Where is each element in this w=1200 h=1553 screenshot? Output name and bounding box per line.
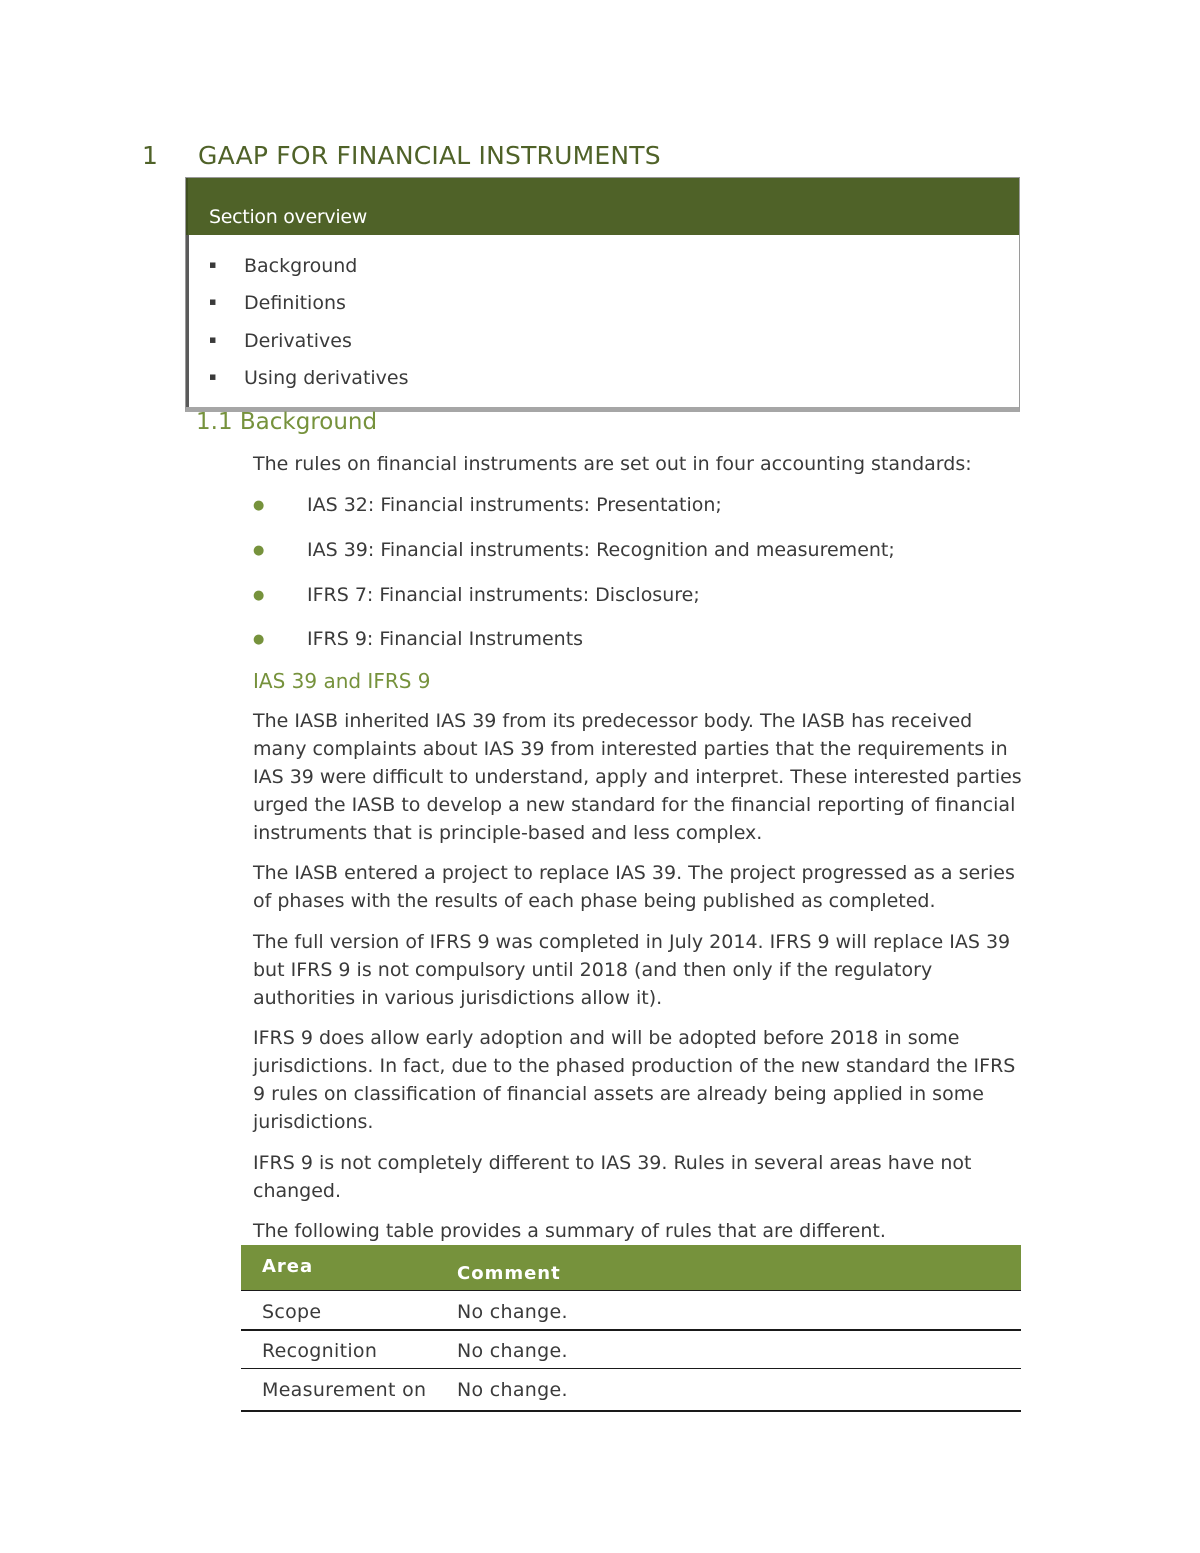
table-header xyxy=(241,1245,1021,1290)
standard-list-item: ● IAS 32: Financial instruments: Presentation; xyxy=(253,494,722,516)
standard-list-item: ● IAS 39: Financial instruments: Recognition and measurement; xyxy=(253,539,895,561)
square-bullet-icon: ▪ xyxy=(209,295,217,308)
table-cell-comment: No change. xyxy=(457,1301,568,1323)
standard-list-item: ● IFRS 9: Financial Instruments xyxy=(253,628,584,650)
overview-item: ▪ Using derivatives xyxy=(209,367,409,389)
bullet-icon: ● xyxy=(253,588,265,603)
body-paragraph: IFRS 9 does allow early adoption and will be adopted before 2018 in some jurisdictions. In fact, due to the phased production of the new standard the IFRS 9 rules on classification of financial assets are already being applied in some jurisdictions. xyxy=(253,1027,1016,1133)
subheading: IAS 39 and IFRS 9 xyxy=(253,669,431,693)
section-heading: 1.1 Background xyxy=(196,409,378,435)
section-overview-box xyxy=(185,177,1020,412)
table-divider xyxy=(241,1290,1021,1291)
overview-item: ▪ Background xyxy=(209,255,358,277)
body-paragraph: The following table provides a summary of rules that are different. xyxy=(253,1220,886,1242)
section-overview-header xyxy=(186,178,1019,235)
overview-item: ▪ Derivatives xyxy=(209,330,352,352)
intro-paragraph: The rules on financial instruments are set out in four accounting standards: xyxy=(253,453,972,475)
section-overview-list xyxy=(186,235,1019,407)
table-cell-area: Recognition xyxy=(262,1340,378,1362)
table-cell-area: Measurement on xyxy=(262,1379,427,1401)
body-paragraph: The IASB entered a project to replace IAS 39. The project progressed as a series of phases with the results of each phase being published as completed. xyxy=(253,862,1015,912)
table-cell-area: Scope xyxy=(262,1301,322,1323)
body-paragraph: IFRS 9 is not completely different to IAS 39. Rules in several areas have not changed. xyxy=(253,1152,972,1202)
chapter-heading xyxy=(142,141,661,170)
overview-item: ▪ Definitions xyxy=(209,292,346,314)
chapter-title: GAAP FOR FINANCIAL INSTRUMENTS xyxy=(198,141,661,170)
table-cell-comment: No change. xyxy=(457,1379,568,1401)
square-bullet-icon: ▪ xyxy=(209,370,217,383)
standard-list-item: ● IFRS 7: Financial instruments: Disclosure; xyxy=(253,584,700,606)
chapter-number: 1 xyxy=(142,141,159,170)
section-overview-title: Section overview xyxy=(209,206,367,228)
bullet-icon: ● xyxy=(253,632,265,647)
table-divider xyxy=(241,1368,1021,1369)
body-paragraph: The IASB inherited IAS 39 from its predecessor body. The IASB has received many complaints about IAS 39 from interested parties that the requirements in IAS 39 were difficult to understand, apply and interpret. These interested parties urged the IASB to develop a new standard for the financial reporting of financial instruments that is principle-based and less complex. xyxy=(253,710,1022,844)
table-divider xyxy=(241,1410,1021,1412)
table-cell-comment: No change. xyxy=(457,1340,568,1362)
table-header-area: Area xyxy=(262,1256,314,1277)
table-divider xyxy=(241,1329,1021,1331)
bullet-icon: ● xyxy=(253,498,265,513)
square-bullet-icon: ▪ xyxy=(209,333,217,346)
square-bullet-icon: ▪ xyxy=(209,258,217,271)
body-paragraph: The full version of IFRS 9 was completed in July 2014. IFRS 9 will replace IAS 39 but IFRS 9 is not compulsory until 2018 (and then only if the regulatory authorities in various jurisdictions allow it). xyxy=(253,931,1011,1009)
table-header-comment: Comment xyxy=(457,1263,561,1284)
bullet-icon: ● xyxy=(253,543,265,558)
